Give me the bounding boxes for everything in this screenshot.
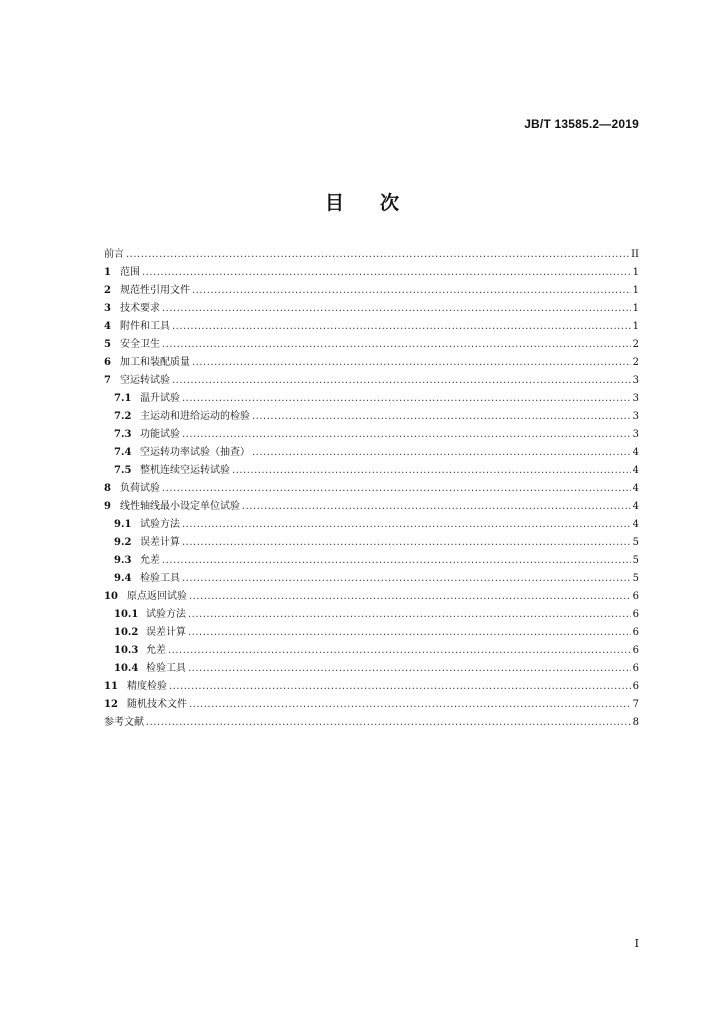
toc-entry[interactable] xyxy=(104,696,639,714)
toc-entry[interactable] xyxy=(104,282,639,300)
toc-entry-page: 3 xyxy=(632,375,639,386)
toc-entry-title: 范围 xyxy=(120,267,140,278)
toc-leader-dots xyxy=(172,318,631,336)
toc-entry-page: 2 xyxy=(632,357,639,368)
toc-entry[interactable] xyxy=(104,660,639,678)
toc-entry-number: 10.2 xyxy=(114,627,139,638)
toc-entry[interactable] xyxy=(104,480,639,498)
toc-entry-title: 主运动和进给运动的检验 xyxy=(140,411,250,422)
toc-entry-page: 5 xyxy=(632,555,639,566)
toc-entry[interactable] xyxy=(104,624,639,642)
toc-entry-page: 7 xyxy=(632,699,639,710)
toc-leader-dots xyxy=(146,714,631,732)
toc-entry-number: 9.4 xyxy=(114,573,132,584)
toc-entry[interactable] xyxy=(104,588,639,606)
toc-entry-number: 5 xyxy=(104,339,111,350)
toc-entry-number: 7.4 xyxy=(114,447,132,458)
toc-entry-page: 6 xyxy=(632,663,639,674)
toc-entry-number: 10.4 xyxy=(114,663,139,674)
toc-entry-number: 8 xyxy=(104,483,111,494)
toc-entry[interactable] xyxy=(104,318,639,336)
title-char-1: 目 xyxy=(324,192,344,214)
toc-leader-dots xyxy=(182,516,631,534)
toc-leader-dots xyxy=(242,498,631,516)
toc-entry-page: 6 xyxy=(632,681,639,692)
toc-entry-page: 6 xyxy=(632,645,639,656)
toc-entry-page: 1 xyxy=(632,321,639,332)
toc-entry-page: 1 xyxy=(632,303,639,314)
toc-entry-page: 4 xyxy=(632,447,639,458)
toc-leader-dots xyxy=(162,480,631,498)
toc-entry-page: 5 xyxy=(632,573,639,584)
toc-leader-dots xyxy=(182,426,631,444)
toc-entry-title: 允差 xyxy=(146,645,166,656)
toc-entry[interactable] xyxy=(104,714,639,732)
toc-entry[interactable] xyxy=(104,354,639,372)
toc-entry-title: 前言 xyxy=(104,249,124,260)
page-number: I xyxy=(634,937,639,950)
toc-entry-number: 4 xyxy=(104,321,111,332)
toc-entry-number: 9 xyxy=(104,501,111,512)
toc-entry-title: 误差计算 xyxy=(140,537,180,548)
toc-entry-page: 3 xyxy=(632,393,639,404)
toc-entry[interactable] xyxy=(104,408,639,426)
toc-leader-dots xyxy=(162,300,631,318)
title-char-2: 次 xyxy=(380,192,400,214)
toc-entry-title: 空运转功率试验（抽查） xyxy=(140,447,250,458)
toc-entry-title: 技术要求 xyxy=(120,303,160,314)
toc-entry-number: 9.3 xyxy=(114,555,132,566)
toc-leader-dots xyxy=(192,354,631,372)
toc-entry-page: 2 xyxy=(632,339,639,350)
toc-entry-page: 6 xyxy=(632,591,639,602)
toc-entry-number: 9.2 xyxy=(114,537,132,548)
toc-leader-dots xyxy=(232,462,631,480)
toc-entry[interactable] xyxy=(104,246,639,264)
toc-leader-dots xyxy=(188,606,631,624)
toc-entry-title: 规范性引用文件 xyxy=(120,285,190,296)
toc-entry-title: 随机技术文件 xyxy=(127,699,187,710)
toc-entry-number: 7.2 xyxy=(114,411,132,422)
toc-leader-dots xyxy=(126,246,629,264)
toc-entry[interactable] xyxy=(104,444,639,462)
toc-entry-title: 功能试验 xyxy=(140,429,180,440)
toc-entry-title: 检验工具 xyxy=(146,663,186,674)
toc-entry-page: II xyxy=(631,249,639,260)
toc-entry-page: 3 xyxy=(632,429,639,440)
toc-entry[interactable] xyxy=(104,498,639,516)
toc-entry-number: 7.5 xyxy=(114,465,132,476)
toc-entry-number: 10.3 xyxy=(114,645,139,656)
toc-entry-page: 4 xyxy=(632,501,639,512)
toc-entry-title: 试验方法 xyxy=(146,609,186,620)
toc-entry-title: 误差计算 xyxy=(146,627,186,638)
toc-entry-title: 整机连续空运转试验 xyxy=(140,465,230,476)
toc-entry[interactable] xyxy=(104,390,639,408)
toc-entry-title: 负荷试验 xyxy=(120,483,160,494)
page-title xyxy=(0,188,724,215)
toc-entry-title: 允差 xyxy=(140,555,160,566)
toc-entry[interactable] xyxy=(104,336,639,354)
toc-entry-page: 8 xyxy=(632,717,639,728)
toc-entry-page: 3 xyxy=(632,411,639,422)
toc-leader-dots xyxy=(252,408,631,426)
toc-entry-page: 6 xyxy=(632,627,639,638)
toc-entry-number: 2 xyxy=(104,285,111,296)
toc-entry-title: 参考文献 xyxy=(104,717,144,728)
toc-entry[interactable] xyxy=(104,678,639,696)
toc-entry[interactable] xyxy=(104,516,639,534)
toc-entry[interactable] xyxy=(104,552,639,570)
toc-entry-number: 3 xyxy=(104,303,111,314)
toc-entry-page: 1 xyxy=(632,285,639,296)
toc-entry-page: 4 xyxy=(632,465,639,476)
toc-entry-number: 7 xyxy=(104,375,111,386)
toc-entry-number: 7.1 xyxy=(114,393,132,404)
toc-leader-dots xyxy=(182,390,631,408)
toc-entry-title: 温升试验 xyxy=(140,393,180,404)
toc-leader-dots xyxy=(162,552,631,570)
toc-leader-dots xyxy=(142,264,631,282)
toc-leader-dots xyxy=(188,624,631,642)
toc-entry[interactable] xyxy=(104,300,639,318)
toc-entry-page: 1 xyxy=(632,267,639,278)
toc-leader-dots xyxy=(189,696,631,714)
toc-entry-number: 6 xyxy=(104,357,111,368)
table-of-contents xyxy=(104,246,639,732)
toc-leader-dots xyxy=(182,570,631,588)
toc-entry[interactable] xyxy=(104,606,639,624)
toc-leader-dots xyxy=(169,678,631,696)
toc-entry-title: 原点返回试验 xyxy=(127,591,187,602)
toc-leader-dots xyxy=(189,588,631,606)
toc-leader-dots xyxy=(182,534,631,552)
toc-entry-page: 4 xyxy=(632,519,639,530)
toc-entry-number: 10.1 xyxy=(114,609,139,620)
toc-leader-dots xyxy=(168,642,631,660)
toc-entry-number: 10 xyxy=(104,591,118,602)
toc-entry[interactable] xyxy=(104,372,639,390)
toc-entry-page: 4 xyxy=(632,483,639,494)
toc-entry[interactable] xyxy=(104,426,639,444)
toc-entry[interactable] xyxy=(104,264,639,282)
toc-entry-title: 精度检验 xyxy=(127,681,167,692)
toc-entry-number: 1 xyxy=(104,267,111,278)
toc-entry-number: 12 xyxy=(104,699,118,710)
toc-leader-dots xyxy=(162,336,631,354)
toc-leader-dots xyxy=(172,372,631,390)
toc-leader-dots xyxy=(252,444,631,462)
toc-entry[interactable] xyxy=(104,570,639,588)
toc-entry-page: 6 xyxy=(632,609,639,620)
toc-entry-title: 附件和工具 xyxy=(120,321,170,332)
toc-entry-number: 11 xyxy=(104,681,118,692)
toc-entry-title: 试验方法 xyxy=(140,519,180,530)
toc-entry-title: 安全卫生 xyxy=(120,339,160,350)
toc-entry[interactable] xyxy=(104,642,639,660)
toc-entry[interactable] xyxy=(104,534,639,552)
toc-entry-number: 7.3 xyxy=(114,429,132,440)
toc-leader-dots xyxy=(188,660,631,678)
toc-leader-dots xyxy=(192,282,631,300)
toc-entry-title: 加工和装配质量 xyxy=(120,357,190,368)
toc-entry-title: 检验工具 xyxy=(140,573,180,584)
toc-entry-number: 9.1 xyxy=(114,519,132,530)
toc-entry-title: 线性轴线最小设定单位试验 xyxy=(120,501,240,512)
toc-entry-title: 空运转试验 xyxy=(120,375,170,386)
standard-code: JB/T 13585.2—2019 xyxy=(524,117,639,131)
toc-entry-page: 5 xyxy=(632,537,639,548)
toc-entry[interactable] xyxy=(104,462,639,480)
